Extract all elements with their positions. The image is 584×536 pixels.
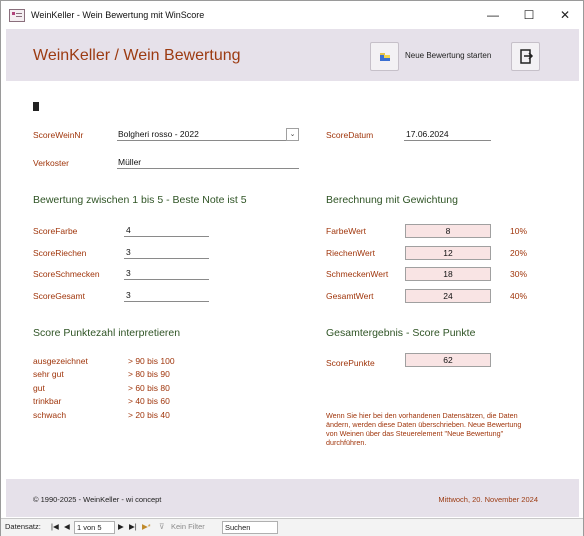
- search-input[interactable]: Suchen: [222, 521, 278, 534]
- record-navigation-bar: [1, 518, 583, 536]
- exit-button[interactable]: [511, 42, 540, 71]
- interpret-range: > 90 bis 100: [128, 356, 175, 366]
- interpret-range: > 40 bis 60: [128, 396, 170, 406]
- score-riechen-value: 3: [126, 247, 131, 257]
- page-title: WeinKeller / Wein Bewertung: [33, 47, 241, 64]
- score-datum-label: ScoreDatum: [326, 130, 374, 140]
- score-riechen-label: ScoreRiechen: [33, 248, 87, 258]
- interpret-name: schwach: [33, 410, 67, 420]
- gesamt-wert-value: 24: [405, 289, 491, 303]
- score-farbe-value: 4: [126, 225, 131, 235]
- score-schmecken-value: 3: [126, 268, 131, 278]
- score-wein-nr-label: ScoreWeinNr: [33, 130, 84, 140]
- interpret-name: ausgezeichnet: [33, 356, 88, 366]
- score-riechen-field[interactable]: [124, 246, 209, 259]
- prev-record-icon[interactable]: ◀: [64, 522, 70, 531]
- interpret-range: > 80 bis 90: [128, 369, 170, 379]
- score-gesamt-value: 3: [126, 290, 131, 300]
- interpret-name: gut: [33, 383, 45, 393]
- verkoster-value: Müller: [118, 157, 142, 167]
- chevron-down-icon[interactable]: ⌄: [286, 128, 299, 141]
- farbe-wert-pct: 10%: [510, 226, 528, 236]
- verkoster-field[interactable]: [117, 156, 299, 169]
- verkoster-label: Verkoster: [33, 158, 69, 168]
- interpret-section-title: Score Punktezahl interpretieren: [33, 327, 181, 339]
- riechen-wert-label: RiechenWert: [326, 248, 375, 258]
- record-label: Datensatz:: [5, 522, 41, 531]
- score-wein-nr-value: Bolgheri rosso - 2022: [118, 129, 199, 139]
- window-title: WeinKeller - Wein Bewertung mit WinScore: [31, 10, 205, 20]
- gesamt-wert-pct: 40%: [510, 291, 528, 301]
- score-datum-value: 17.06.2024: [406, 129, 449, 139]
- schmecken-wert-value: 18: [405, 267, 491, 281]
- form-footer: [6, 479, 579, 517]
- farbe-wert-value: 8: [405, 224, 491, 238]
- form-header: [6, 29, 579, 81]
- overwrite-note: Wenn Sie hier bei den vorhandenen Datensätzen, die Daten ändern, werden diese Daten überschrieben. Neue Bewertung von Weinen über das Steuerelement "Neue Bewertung" durchführen.: [326, 411, 522, 447]
- farbe-wert-label: FarbeWert: [326, 226, 366, 236]
- gesamt-wert-label: GesamtWert: [326, 291, 374, 301]
- exit-door-icon: [512, 43, 539, 70]
- score-farbe-field[interactable]: [124, 224, 209, 237]
- new-rating-button[interactable]: [370, 42, 399, 71]
- score-gesamt-label: ScoreGesamt: [33, 291, 85, 301]
- score-punkte-label: ScorePunkte: [326, 358, 375, 368]
- schmecken-wert-label: SchmeckenWert: [326, 269, 389, 279]
- record-number-input[interactable]: 1 von 5: [74, 521, 115, 534]
- form-icon: [9, 9, 25, 22]
- form-body: [6, 81, 579, 491]
- score-wein-nr-combobox[interactable]: [117, 128, 299, 141]
- copyright-text: © 1990-2025 - WeinKeller - wi concept: [33, 495, 162, 504]
- bewertung-section-title: Bewertung zwischen 1 bis 5 - Beste Note ist 5: [33, 194, 247, 206]
- title-bar: [1, 1, 583, 29]
- new-record-icon: [371, 43, 398, 70]
- first-record-icon[interactable]: |◀: [51, 522, 59, 531]
- score-schmecken-field[interactable]: [124, 267, 209, 280]
- schmecken-wert-pct: 30%: [510, 269, 528, 279]
- interpret-name: sehr gut: [33, 369, 64, 379]
- next-record-icon[interactable]: ▶: [118, 522, 124, 531]
- interpret-range: > 20 bis 40: [128, 410, 170, 420]
- interpret-range: > 60 bis 80: [128, 383, 170, 393]
- new-record-icon[interactable]: ▶*: [142, 522, 151, 531]
- last-record-icon[interactable]: ▶|: [129, 522, 137, 531]
- riechen-wert-value: 12: [405, 246, 491, 260]
- record-selector[interactable]: [33, 102, 39, 111]
- filter-icon[interactable]: ⊽: [159, 522, 165, 531]
- interpret-name: trinkbar: [33, 396, 62, 406]
- riechen-wert-pct: 20%: [510, 248, 528, 258]
- score-schmecken-label: ScoreSchmecken: [33, 269, 100, 279]
- footer-date: Mittwoch, 20. November 2024: [438, 495, 538, 504]
- minimize-button[interactable]: —: [487, 8, 499, 22]
- score-punkte-value: 62: [405, 353, 491, 367]
- gewichtung-section-title: Berechnung mit Gewichtung: [326, 194, 458, 206]
- filter-status[interactable]: Kein Filter: [171, 522, 205, 531]
- close-button[interactable]: ✕: [559, 8, 571, 22]
- score-datum-field[interactable]: [404, 128, 491, 141]
- maximize-button[interactable]: ☐: [523, 8, 535, 22]
- result-section-title: Gesamtergebnis - Score Punkte: [326, 327, 476, 339]
- score-gesamt-field[interactable]: [124, 289, 209, 302]
- score-farbe-label: ScoreFarbe: [33, 226, 78, 236]
- new-rating-label: Neue Bewertung starten: [405, 51, 492, 60]
